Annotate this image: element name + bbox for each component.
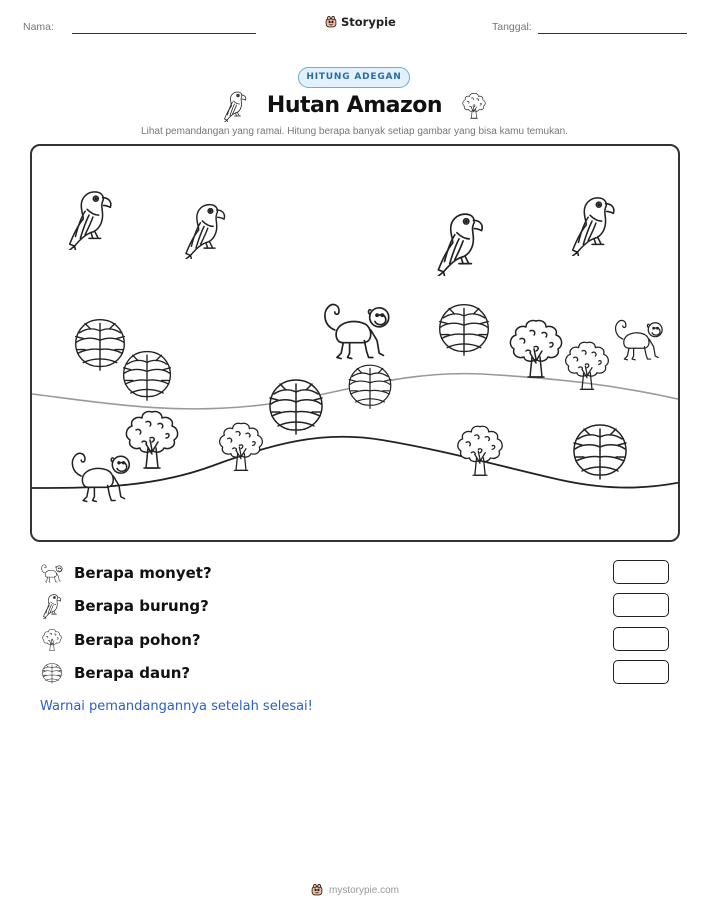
date-line[interactable] [538,33,687,34]
tree-icon[interactable] [562,338,612,394]
page-title: Hutan Amazon [266,93,443,118]
question-monkeys [40,560,680,586]
tree-icon[interactable] [454,422,506,480]
brand-name: Storypie [341,15,396,29]
answer-box-monkeys[interactable] [613,560,669,584]
answer-box-trees[interactable] [613,627,669,651]
storypie-logo-icon [310,882,324,898]
question-text: Berapa pohon? [74,631,201,649]
leaf-icon [41,662,63,684]
tree-icon[interactable] [506,314,566,384]
monkey-icon[interactable] [612,314,666,364]
answer-box-birds[interactable] [613,593,669,617]
storypie-logo-icon [324,14,338,30]
tree-icon[interactable] [216,418,266,476]
monkey-icon[interactable] [320,294,394,366]
question-birds [40,593,680,619]
parrot-icon [41,593,63,619]
leaf-icon[interactable] [570,418,630,484]
question-text: Berapa daun? [74,664,191,682]
parrot-icon[interactable] [568,194,618,256]
question-trees [40,627,680,653]
brand [324,14,396,30]
tree-icon[interactable] [122,404,182,476]
instructions: Lihat pemandangan yang ramai. Hitung berapa banyak setiap gambar yang bisa kamu temukan. [141,126,568,137]
footer [0,882,709,898]
tree-icon [460,92,488,120]
coloring-note: Warnai pemandangannya setelah selesai! [40,699,313,714]
date-label: Tanggal: [492,21,532,33]
parrot-icon[interactable] [434,210,486,276]
parrot-icon[interactable] [182,201,228,259]
name-label: Nama: [23,21,54,33]
leaf-icon[interactable] [436,298,492,360]
tree-icon [41,628,63,652]
question-text: Berapa burung? [74,597,209,615]
activity-badge: HITUNG ADEGAN [298,67,410,88]
monkey-icon [40,562,64,584]
question-text: Berapa monyet? [74,564,212,582]
parrot-icon[interactable] [64,188,116,250]
answer-box-leaves[interactable] [613,660,669,684]
leaf-icon[interactable] [266,372,326,440]
leaf-icon[interactable] [120,344,174,406]
forest-scene [30,144,680,542]
leaf-icon[interactable] [346,358,394,414]
question-leaves [40,660,680,686]
name-line[interactable] [72,33,256,34]
footer-site[interactable]: mystorypie.com [328,884,399,896]
